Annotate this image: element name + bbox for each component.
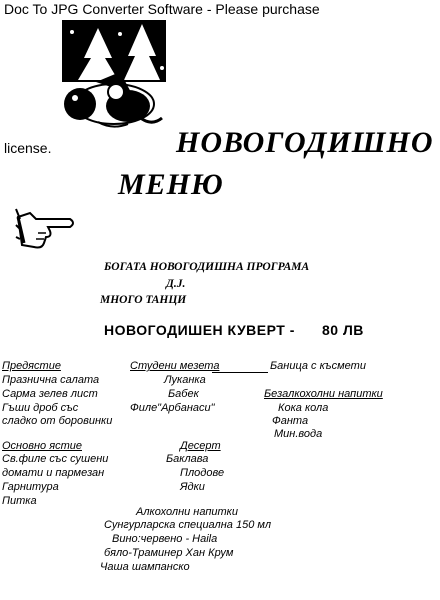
alcohol-heading: Алкохолни напитки: [136, 506, 238, 518]
santa-christmas-tree-banner: [58, 12, 170, 130]
main-course-item: Гарнитура: [2, 481, 59, 493]
alcohol-item: Вино:червено - Haila: [112, 533, 218, 545]
program-line-2: Д.Ј.: [166, 278, 186, 290]
alcohol-item: Чаша шампанско: [100, 561, 190, 573]
dessert-item: Баклава: [166, 453, 209, 465]
starters-heading: Предястие: [2, 360, 61, 372]
alcohol-item: Сунгурларска специална 150 мл: [104, 519, 272, 531]
soft-drinks-item: Фанта: [272, 415, 309, 427]
program-line-1: БОГАТА НОВОГОДИШНА ПРОГРАМА: [104, 261, 310, 273]
cover-label: НОВОГОДИШЕН КУВЕРТ -: [104, 322, 295, 338]
cold-appetizers-item: Филе"Арбанаси": [130, 402, 215, 414]
main-course-item: Питка: [2, 495, 37, 507]
watermark-text-2: license.: [4, 140, 52, 156]
starters-item: Празнична салата: [2, 374, 100, 386]
heading-underline-connector: [212, 372, 268, 373]
soft-drinks-item: Мин.вода: [274, 428, 323, 440]
menu-title-line2: МЕНЮ: [118, 168, 224, 201]
menu-title-line1: НОВОГОДИШНО: [176, 126, 434, 159]
main-course-heading: Основно ястие: [2, 440, 82, 452]
cold-appetizers-item: Бабек: [168, 388, 199, 400]
starters-item: Гъши дроб със: [2, 402, 79, 414]
pointing-hand-icon: [14, 203, 76, 253]
dessert-item: Ядки: [180, 481, 205, 493]
cold-appetizers-item: Луканка: [164, 374, 206, 386]
starters-item: Сарма зелев лист: [2, 388, 98, 400]
dessert-item: Плодове: [180, 467, 225, 479]
cover-price: 80 ЛВ: [322, 322, 364, 338]
dessert-heading: Десерт: [180, 440, 221, 452]
soft-drinks-item: Кока кола: [278, 402, 329, 414]
main-course-item: домати и пармезан: [2, 467, 105, 479]
soft-drinks-heading: Безалкохолни напитки: [264, 388, 383, 400]
main-course-item: Св.филе със сушени: [2, 453, 109, 465]
starters-item: сладко от боровинки: [2, 415, 113, 427]
alcohol-item: бяло-Траминер Хан Крум: [104, 547, 234, 559]
banitsa-item: Баница с късмети: [270, 360, 366, 372]
cold-appetizers-heading: Студени мезета: [130, 360, 220, 372]
program-line-3: МНОГО ТАНЦИ: [100, 294, 187, 306]
watermark-text: Doc To JPG Converter Software - Please purchase: [4, 1, 320, 17]
